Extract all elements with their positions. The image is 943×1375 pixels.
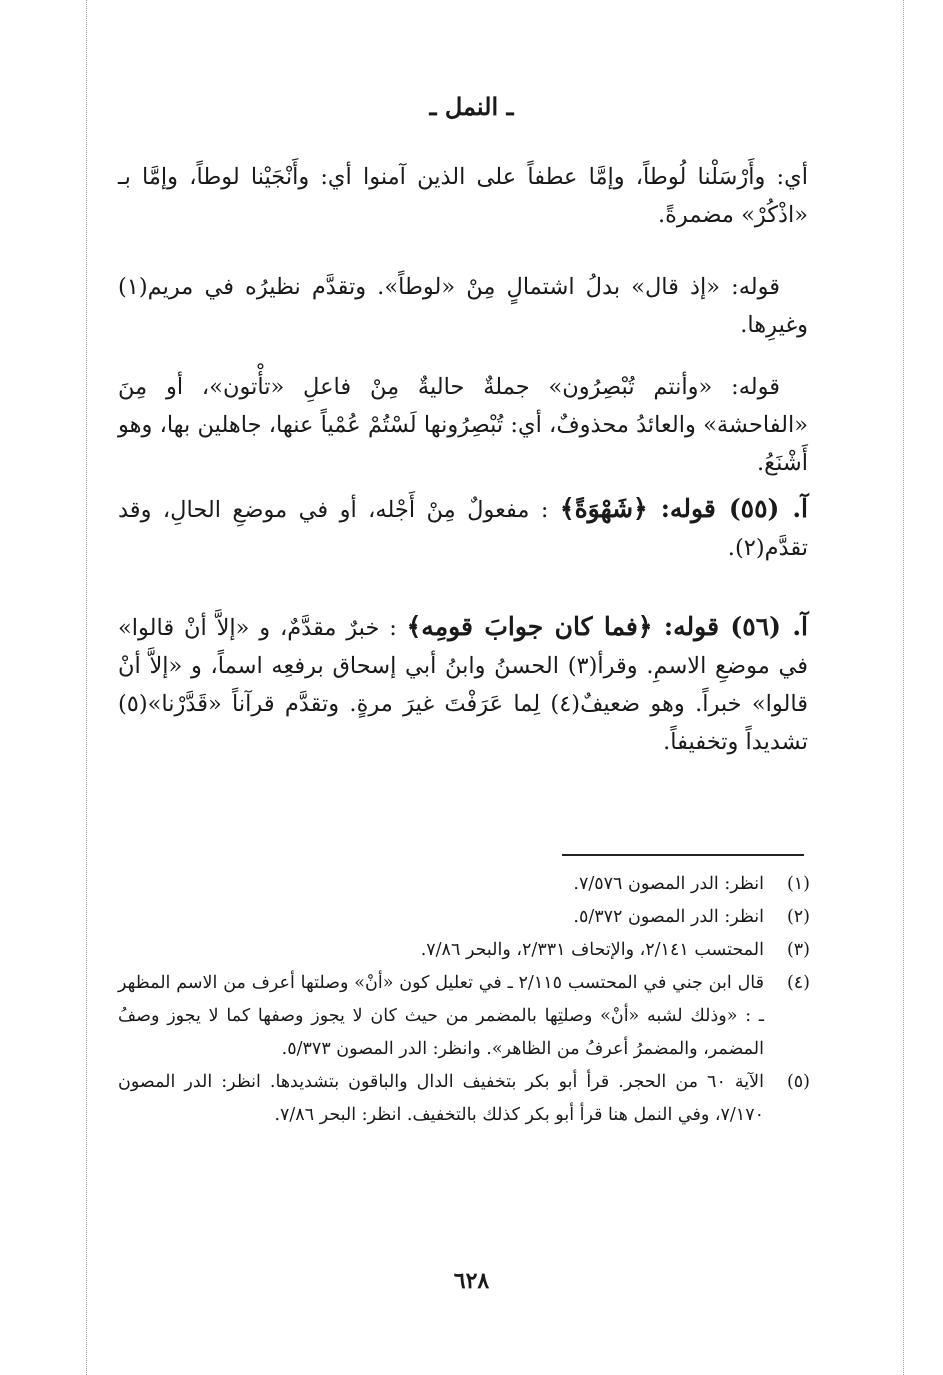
footnotes <box>118 868 810 1132</box>
paragraph-3: قوله: «وأنتم تُبْصِرُون» جملةٌ حاليةٌ مِنْ فاعلِ «تأْتون»، أو مِنَ «الفاحشة» والعائدُ محذوفٌ، أي: تُبْصِرُونها لَسْتُمْ عُمْياً عنها، جاهلين بها، وهو أَشْنَعُ. <box>118 374 808 476</box>
footnote-number: (٢) <box>786 907 810 927</box>
footnote-item <box>118 1066 810 1132</box>
footnote-number: (٤) <box>786 973 810 993</box>
left-scan-margin <box>86 0 87 1375</box>
footnote-item <box>118 967 810 1066</box>
verse-56-commentary: : خبرٌ مقدَّمٌ، و «إلاَّ أنْ قالوا» في موضعِ الاسمِ. وقرأ(٣) الحسنُ وابنُ أبي إسحاق برفعِه اسماً، و «إلاَّ أنْ قالوا» خبراً. وهو ضعيفٌ(٤) لِما عَرَفْتَ غيرَ مرةٍ. وتقدَّم قرآناً «قَدَّرْنا»(٥) تشديداً وتخفيفاً. <box>118 615 808 755</box>
paragraph-1: أي: وأَرْسَلْنا لُوطاً، وإمَّا عطفاً على الذين آمنوا أي: وأَنْجَيْنا لوطاً، وإمَّا بـ «اذْكُرْ» مضمرةً. <box>118 164 808 228</box>
footnote-separator <box>562 854 804 856</box>
right-scan-margin <box>903 0 904 1375</box>
footnote-text: انظر: الدر المصون ٧/٥٧٦. <box>573 874 764 894</box>
verse-55-commentary: : مفعولٌ مِنْ أَجْله، أو في موضعِ الحالِ، وقد تقدَّم(٢). <box>118 497 808 561</box>
footnote-text: انظر: الدر المصون ٥/٣٧٢. <box>573 907 764 927</box>
running-head: ـ النمل ـ <box>429 92 514 121</box>
paragraph-2: قوله: «إذ قال» بدلُ اشتمالٍ مِنْ «لوطاً». وتقدَّم نظيرُه في مريم(١) وغيرِها. <box>118 274 808 338</box>
verse-55-marker: آ. (٥٥) قوله: ﴿شَهْوَةً﴾ <box>559 494 808 523</box>
paragraph-verse-56 <box>118 608 808 761</box>
footnote-number: (١) <box>786 874 810 894</box>
footnote-text: الآية ٦٠ من الحجر. قرأ أبو بكر بتخفيف الدال والباقون بتشديدها. انظر: الدر المصون ٧/١٧٠، وفي النمل هنا قرأ أبو بكر كذلك بالتخفيف. انظر: البحر ٧/٨٦. <box>118 1072 764 1125</box>
footnote-number: (٥) <box>786 1072 810 1092</box>
page-number: ٦٢٨ <box>453 1268 490 1294</box>
paragraph-verse-55 <box>118 490 808 567</box>
footnote-item <box>118 934 810 967</box>
footnote-text: المحتسب ٢/١٤١، والإتحاف ٢/٣٣١، والبحر ٧/٨٦. <box>420 940 764 960</box>
footnote-item <box>118 868 810 901</box>
footnote-number: (٣) <box>786 940 810 960</box>
footnote-text: قال ابن جني في المحتسب ٢/١١٥ ـ في تعليل كون «أنْ» وصلتها أعرف من الاسم المظهر ـ : «وذلك لشبه «أنْ» وصلتِها بالمضمر من حيث كان لا يجوز وصفها كما لا يجوز وصفُ المضمر، والمضمرُ أعرفُ من الظاهر». وانظر: الدر المصون ٥/٣٧٣. <box>118 973 764 1059</box>
footnote-item <box>118 901 810 934</box>
verse-56-marker: آ. (٥٦) قوله: ﴿فما كان جوابَ قومِه﴾ <box>406 612 808 641</box>
